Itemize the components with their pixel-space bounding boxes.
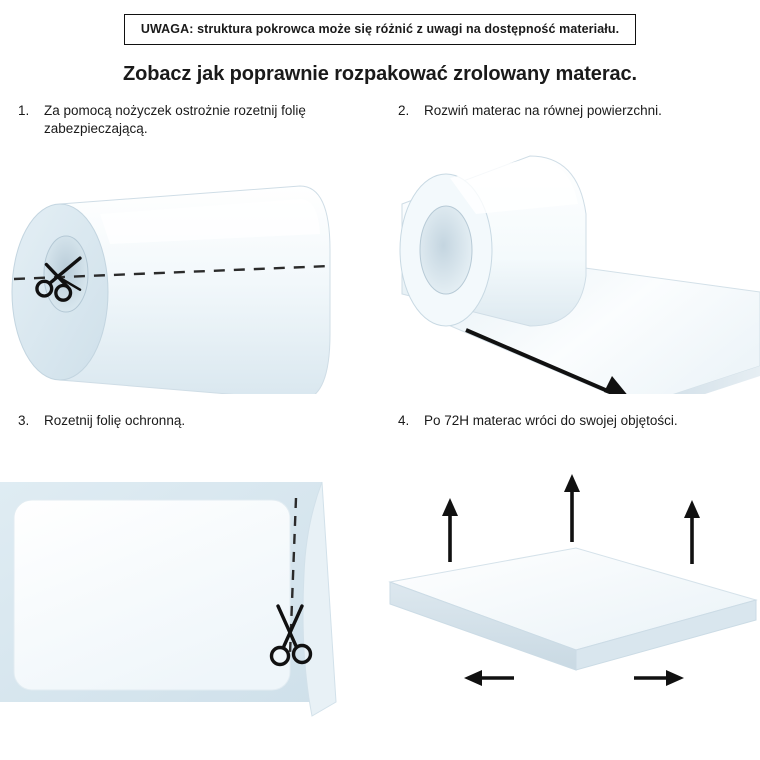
steps-row-1 [0, 102, 760, 394]
step-2 [380, 102, 760, 394]
step-2-header [380, 102, 760, 144]
step-1-illustration [0, 144, 380, 394]
step-1-header [0, 102, 380, 144]
step-3-text: Rozetnij folię ochronną. [44, 413, 186, 428]
step-1-number: 1. [18, 103, 30, 118]
step-4-text: Po 72H materac wróci do swojej objętości. [424, 413, 678, 428]
step-4-header [380, 412, 760, 454]
unrolling-mattress-graphic [380, 144, 760, 394]
steps-row-2 [0, 412, 760, 722]
step-3-illustration [0, 454, 380, 722]
notice-banner-wrapper [0, 0, 760, 45]
page-title: Zobacz jak poprawnie rozpakować zrolowany materac. [122, 63, 638, 85]
step-1 [0, 102, 380, 394]
step-3 [0, 412, 380, 722]
notice-banner: UWAGA: struktura pokrowca może się różnić z uwagi na dostępność materiału. [124, 14, 636, 45]
step-3-header [0, 412, 380, 454]
step-1-text: Za pomocą nożyczek ostrożnie rozetnij folię zabezpieczającą. [44, 103, 306, 137]
foil-mattress-graphic [0, 454, 380, 722]
step-2-text: Rozwiń materac na równej powierzchni. [424, 103, 662, 118]
step-4-number: 4. [398, 413, 410, 428]
step-4-illustration [380, 454, 760, 722]
mattress-expanding-graphic [380, 454, 760, 722]
step-4 [380, 412, 760, 722]
step-2-number: 2. [398, 103, 410, 118]
step-3-number: 3. [18, 413, 30, 428]
step-2-illustration [380, 144, 760, 394]
steps-grid [0, 102, 760, 722]
rolled-mattress-graphic [0, 144, 380, 394]
